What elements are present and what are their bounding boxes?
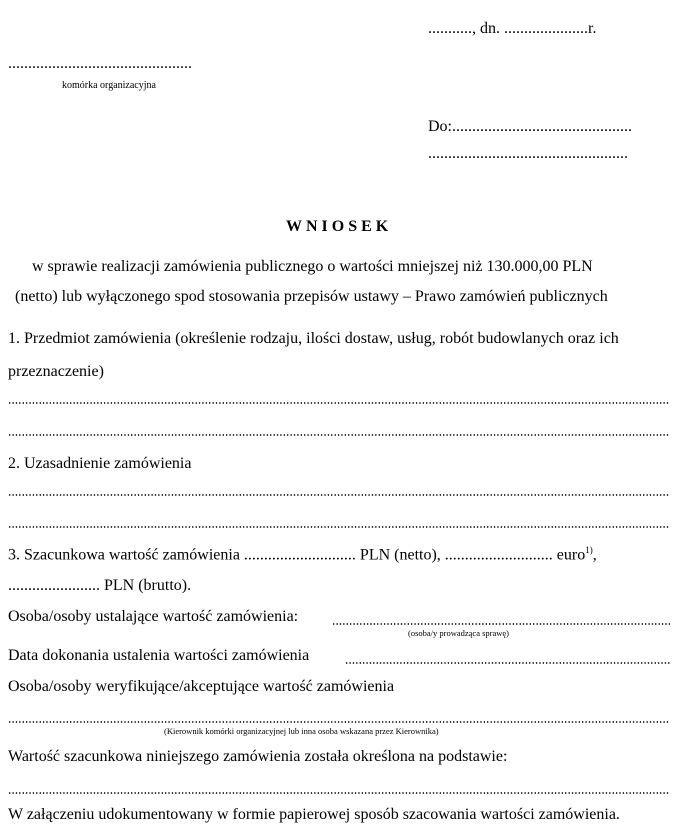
section-1-fill-line-2[interactable] [8,434,670,436]
attachment-note: W załączeniu udokumentowany w formie papierowej sposób szacowania wartości zamówienia. [8,806,620,823]
document-title: WNIOSEK [286,218,393,235]
section-1-heading: 1. Przedmiot zamówienia (określenie rodzaju, ilości dostaw, usług, robót budowlanych oraz ich [8,330,619,347]
subtitle-line-2: (netto) lub wyłączonego spod stosowania przepisów ustawy – Prawo zamówień publicznych [15,288,608,305]
place-date-line[interactable]: ..........., dn. .....................r. [428,20,597,37]
section-3-value-text: 3. Szacunkowa wartość zamówienia ............................ PLN (netto), ........................... euro [8,546,586,564]
section-3-value-comma: , [592,546,597,564]
section-2-heading: 2. Uzasadnienie zamówienia [8,455,192,472]
subtitle-line-1: w sprawie realizacji zamówienia publicznego o wartości mniejszej niż 130.000,00 PLN [32,258,593,275]
verify-fill-line[interactable] [8,721,670,723]
to-line[interactable]: Do:............................................. [428,118,632,135]
basis-label: Wartość szacunkowa niniejszego zamówienia została określona na podstawie: [8,748,508,765]
section-1-fill-line-1[interactable] [8,402,670,404]
verify-label: Osoba/osoby weryfikujące/akceptujące wartość zamówienia [8,678,395,695]
persons-fill-line[interactable] [332,623,670,625]
section-1-heading-cont: przeznaczenie) [8,363,104,380]
basis-fill-line[interactable] [8,792,670,794]
section-3-value-line[interactable] [8,545,597,564]
org-unit-label: komórka organizacyjna [62,80,156,91]
footnote-marker: 1) [585,545,593,555]
section-2-fill-line-2[interactable] [8,526,670,528]
section-2-fill-line-1[interactable] [8,494,670,496]
date-fill-line[interactable] [345,662,670,664]
section-3-gross-line[interactable]: ....................... PLN (brutto). [8,577,192,594]
to-line-2[interactable]: .................................................. [428,145,628,162]
date-label: Data dokonania ustalenia wartości zamówienia [8,647,310,664]
org-unit-dots[interactable]: .............................................. [8,55,192,72]
persons-label: Osoba/osoby ustalające wartość zamówienia: [8,608,299,625]
persons-note: (osoba/y prowadząca sprawę) [408,628,510,638]
verify-note: (Kierownik komórki organizacyjnej lub inna osoba wskazana przez Kierownika) [164,726,439,736]
